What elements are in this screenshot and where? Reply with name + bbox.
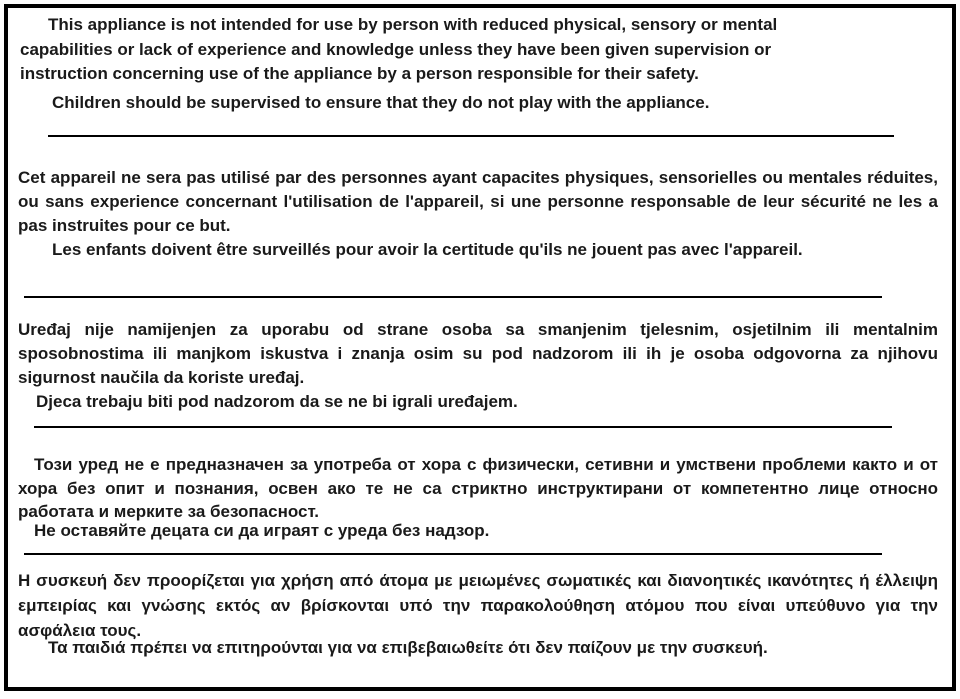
english-warning <box>20 13 948 87</box>
bulgarian-children-warning: Не оставяйте децата си да играят с уреда без надзор. <box>34 521 490 540</box>
croatian-warning: Uređaj nije namijenjen za uporabu od strane osoba sa smanjenim tjelesnim, osjetilnim ili mentalnim sposobnostima ili manjkom iskustva i znanja osim su pod nadzorom ili ih je osoba odgovorna za njihovu sigurnost naučila da koriste uređaj. <box>18 320 938 387</box>
greek-warning: Η συσκευή δεν προορίζεται για χρήση από άτομα με μειωμένες σωματικές και διανοητικές ικανότητες ή έλλειψη εμπειρίας και γνώσης εκτός αν βρίσκονται υπό την παρακολούθηση ατόμου που είναι υπεύθυνο για την ασφάλεια τους. <box>18 571 938 640</box>
bulgarian-warning: Този уред не е предназначен за употреба от хора с физически, сетивни и умствени проблеми както и от хора без опит и познания, освен ако те не са стриктно инструктирани от компетентно лице относно работата и мерките за безопасност. <box>18 455 938 521</box>
separator-4 <box>24 553 882 555</box>
croatian-children-warning: Djeca trebaju biti pod nadzorom da se ne bi igrali uređajem. <box>36 392 518 411</box>
separator-3 <box>34 426 892 428</box>
french-warning: Cet appareil ne sera pas utilisé par des personnes ayant capacites physiques, sensorielles ou mentales réduites, ou sans experience concernant l'utilisation de l'appareil, si une personne responsable de leur sécurité ne les a pas instruites pour ce but. <box>18 168 938 235</box>
english-line-2: capabilities or lack of experience and knowledge unless they have been given supervision or <box>20 39 772 59</box>
separator-1 <box>48 135 894 137</box>
french-children-warning: Les enfants doivent être surveillés pour avoir la certitude qu'ils ne jouent pas avec l'appareil. <box>52 240 803 259</box>
english-children-warning: Children should be supervised to ensure that they do not play with the appliance. <box>52 93 710 112</box>
greek-children-warning: Τα παιδιά πρέπει να επιτηρούνται για να επιβεβαιωθείτε ότι δεν παίζουν με την συσκευή. <box>48 638 768 657</box>
english-line-3: instruction concerning use of the appliance by a person responsible for their safety. <box>20 64 699 83</box>
english-line-1: This appliance is not intended for use by person with reduced physical, sensory or mental <box>48 15 778 34</box>
separator-2 <box>24 296 882 298</box>
